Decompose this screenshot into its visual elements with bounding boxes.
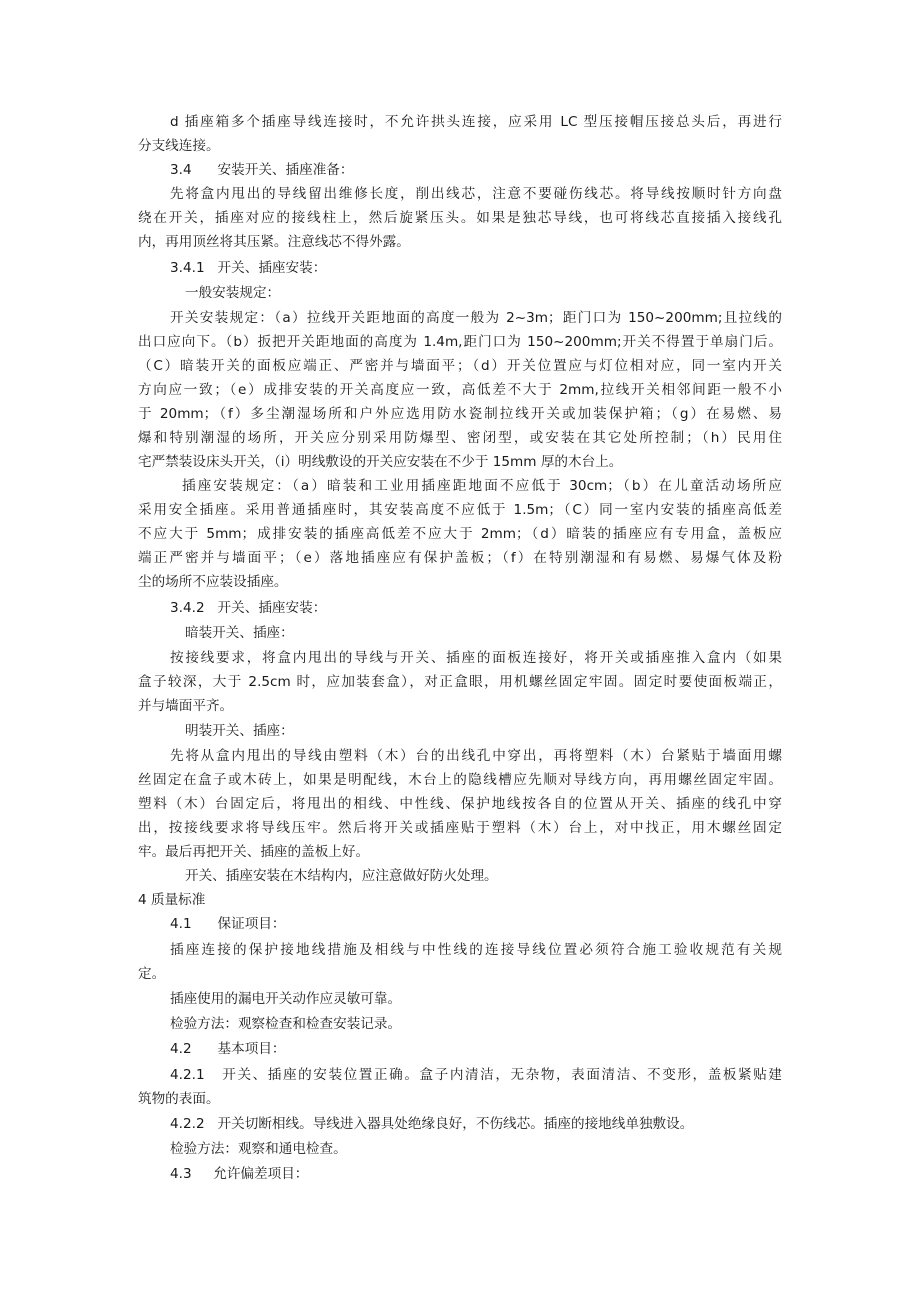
guarantee-inspection-method: 检验方法：观察检查和检查安装记录。 [170, 1016, 402, 1032]
surface-install-line-1: 先将从盒内甩出的导线由塑料（木）台的出线孔中穿出，再将塑料（木）台紧贴于墙面用螺 [170, 748, 782, 764]
switch-rules-line-7: 宅严禁装设床头开关，（i）明线敷设的开关应安装在不少于 15mm 厚的木台上。 [138, 454, 623, 470]
surface-install-heading: 明装开关、插座： [185, 723, 294, 739]
surface-install-line-3: 塑料（木）台固定后，将甩出的相线、中性线、保护地线按各自的位置从开关、插座的线孔中穿 [138, 796, 782, 812]
socket-rules-line-4: 端正严密并与墙面平；（e）落地插座应有保护盖板；（f）在特别潮湿和有易燃、易爆气体及粉 [138, 550, 782, 566]
switch-rules-line-4: 方向应一致；（e）成排安装的开关高度应一致，高低差不大于 2mm,拉线开关相邻间距一般不小 [138, 382, 782, 398]
surface-install-line-2: 丝固定在盒子或木砖上，如果是明配线，木台上的隐线槽应先顺对导线方向，再用螺丝固定牢固。 [138, 772, 782, 788]
guarantee-item-line-2: 定。 [138, 966, 166, 982]
surface-install-line-5: 牢。最后再把开关、插座的盖板上好。 [138, 844, 370, 860]
guarantee-item-line-1: 插座连接的保护接地线措施及相线与中性线的连接导线位置必须符合施工验收规范有关规 [170, 942, 782, 958]
basic-item-4-2-2: 4.2.2 开关切断相线。导线进入器具处绝缘良好，不伤线芯。插座的接地线单独敷设。 [170, 1116, 694, 1132]
switch-rules-line-1: 开关安装规定：（a）拉线开关距地面的高度一般为 2~3m；距门口为 150~200mm;且拉线的 [170, 310, 782, 326]
section-heading-3-4-2: 3.4.2 开关、插座安装： [170, 600, 327, 616]
guarantee-item-leakage: 插座使用的漏电开关动作应灵敏可靠。 [170, 991, 402, 1007]
paragraph-3-4-line-1: 先将盒内甩出的导线留出维修长度，削出线芯，注意不要碰伤线芯。将导线按顺时针方向盘 [170, 186, 782, 202]
socket-rules-line-2: 采用安全插座。采用普通插座时，其安装高度不应低于 1.5m；（C）同一室内安装的插座高低差 [138, 502, 782, 518]
fire-protection-note: 开关、插座安装在木结构内，应注意做好防火处理。 [185, 868, 498, 884]
paragraph-3-4-line-3: 内，再用顶丝将其压紧。注意线芯不得外露。 [138, 234, 410, 250]
section-heading-4-1: 4.1 保证项目： [170, 916, 286, 932]
section-heading-4: 4 质量标准 [138, 892, 206, 908]
switch-rules-line-6: 爆和特别潮湿的场所，开关应分别采用防爆型、密闭型，或安装在其它处所控制；（h）民用住 [138, 430, 782, 446]
switch-rules-line-3: （C）暗装开关的面板应端正、严密并与墙面平；（d）开关位置应与灯位相对应，同一室内开关 [138, 358, 782, 374]
section-heading-3-4: 3.4 安装开关、插座准备： [170, 162, 354, 178]
basic-item-4-2-1-line-2: 筑物的表面。 [138, 1091, 220, 1107]
section-heading-4-3: 4.3 允许偏差项目： [170, 1166, 309, 1182]
surface-install-line-4: 出，按接线要求将导线压牢。然后将开关或插座贴于塑料（木）台上，对中找正，用木螺丝固定 [138, 820, 782, 836]
concealed-install-heading: 暗装开关、插座： [185, 625, 294, 641]
basic-item-4-2-1-line-1: 4.2.1 开关、插座的安装位置正确。盒子内清洁，无杂物，表面清洁、不变形，盖板紧贴建 [170, 1067, 782, 1083]
switch-rules-line-5: 于 20mm；（f）多尘潮湿场所和户外应选用防水瓷制拉线开关或加装保护箱；（g）在易燃、易 [138, 406, 782, 422]
socket-rules-line-3: 不应大于 5mm；成排安装的插座高低差不应大于 2mm；（d）暗装的插座应有专用盒，盖板应 [138, 526, 782, 542]
socket-rules-line-5: 尘的场所不应装设插座。 [138, 574, 288, 590]
concealed-install-line-1: 按接线要求，将盒内甩出的导线与开关、插座的面板连接好，将开关或插座推入盒内（如果 [170, 650, 782, 666]
socket-rules-line-1: 插座安装规定：（a）暗装和工业用插座距地面不应低于 30cm；（b）在儿童活动场所应 [182, 478, 782, 494]
section-heading-3-4-1: 3.4.1 开关、插座安装： [170, 260, 327, 276]
section-heading-4-2: 4.2 基本项目： [170, 1041, 286, 1057]
paragraph-d-line-1: d 插座箱多个插座导线连接时，不允许拱头连接，应采用 LC 型压接帽压接总头后，再进行 [170, 114, 782, 130]
concealed-install-line-3: 并与墙面平齐。 [138, 698, 234, 714]
basic-inspection-method: 检验方法：观察和通电检查。 [170, 1141, 347, 1157]
paragraph-d-line-2: 分支线连接。 [138, 138, 220, 154]
paragraph-3-4-line-2: 绕在开关，插座对应的接线柱上，然后旋紧压头。如果是独芯导线，也可将线芯直接插入接线孔 [138, 210, 782, 226]
concealed-install-line-2: 盒子较深，大于 2.5cm 时，应加装套盒），对正盒眼，用机螺丝固定牢固。固定时要使面板端正， [138, 674, 782, 690]
general-rules-heading: 一般安装规定： [185, 285, 281, 301]
switch-rules-line-2: 出口应向下。（b）扳把开关距地面的高度为 1.4m,距门口为 150~200mm;开关不得置于单扇门后。 [138, 334, 782, 350]
